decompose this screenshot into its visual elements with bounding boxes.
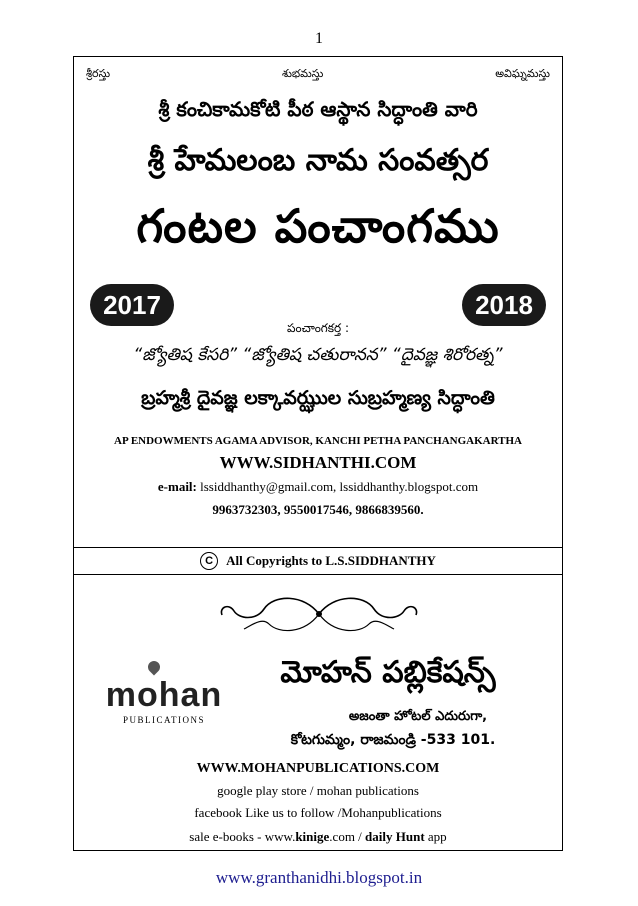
info-ebooks-post: app bbox=[424, 829, 447, 844]
honorific-titles: “జ్యోతిష కేసరి” “జ్యోతిష చతురానన” “దైవజ్ఞ శిరోరత్న” bbox=[133, 345, 503, 365]
publisher-address-2: కోటగుమ్మం, రాజమండ్రి -533 101. bbox=[290, 732, 496, 748]
info-facebook: facebook Like us to follow /Mohanpublications bbox=[194, 805, 442, 820]
logo-subtitle: PUBLICATIONS bbox=[122, 715, 205, 725]
ornament-divider-icon bbox=[214, 589, 424, 639]
info-ebooks-kinige: kinige bbox=[295, 829, 330, 844]
blessing-left: శ్రీరస్తు bbox=[86, 67, 111, 80]
title-line-2: శ్రీ హేమలంబ నామ సంవత్సర bbox=[147, 143, 489, 178]
title-line-3: గంటల పంచాంగము bbox=[136, 199, 500, 253]
email-values: lssiddhanthy@gmail.com, lssiddhanthy.blogspot.com bbox=[200, 479, 479, 494]
logo-word: mohan bbox=[105, 676, 223, 714]
year-badge-end: 2018 bbox=[462, 284, 546, 326]
publisher-address-1: అజంతా హోటల్ ఎదురుగా, bbox=[348, 709, 488, 724]
info-google-play: google play store / mohan publications bbox=[217, 783, 419, 798]
publisher-name: మోహన్ పబ్లికేషన్స్ bbox=[280, 655, 496, 690]
blessing-center: శుభమస్తు bbox=[282, 67, 324, 80]
email-label: e-mail: bbox=[157, 479, 197, 494]
phone-numbers: 9963732303, 9550017546, 9866839560. bbox=[212, 502, 424, 517]
page-number: 1 bbox=[315, 30, 323, 47]
footer-url: www.granthanidhi.blogspot.in bbox=[215, 868, 423, 887]
cover-frame bbox=[73, 56, 563, 851]
title-line-1: శ్రీ కంచికామకోటి పీఠ ఆస్థాన సిద్ధాంతి వారి bbox=[158, 97, 478, 121]
compiler-label: పంచాంగకర్త : bbox=[286, 321, 350, 335]
info-ebooks-mid: .com / bbox=[329, 829, 366, 844]
email-row bbox=[74, 479, 562, 495]
year-badge-start: 2017 bbox=[90, 284, 174, 326]
advisor-line: AP ENDOWMENTS AGAMA ADVISOR, KANCHI PETHA PANCHANGAKARTHA bbox=[114, 435, 522, 447]
author-website: WWW.SIDHANTHI.COM bbox=[219, 453, 417, 472]
mohan-logo bbox=[104, 675, 224, 725]
info-ebooks bbox=[74, 829, 562, 845]
info-ebooks-pre: sale e-books - www. bbox=[189, 829, 296, 844]
copyright-icon: C bbox=[200, 552, 218, 570]
logo-leaf-icon bbox=[146, 659, 163, 676]
author-name: బ్రహ్మశ్రీ దైవజ్ఞ లక్కావఝ్ఝుల సుబ్రహ్మణ్య సిద్ధాంతి bbox=[141, 387, 495, 409]
copyright-box bbox=[73, 547, 563, 575]
blessings-row bbox=[86, 67, 550, 83]
copyright-text: All Copyrights to L.S.SIDDHANTHY bbox=[226, 553, 436, 568]
publisher-website: WWW.MOHANPUBLICATIONS.COM bbox=[196, 761, 440, 776]
info-ebooks-dailyhunt: daily Hunt bbox=[365, 829, 425, 844]
blessing-right: అవిఘ్నమస్తు bbox=[495, 67, 550, 80]
